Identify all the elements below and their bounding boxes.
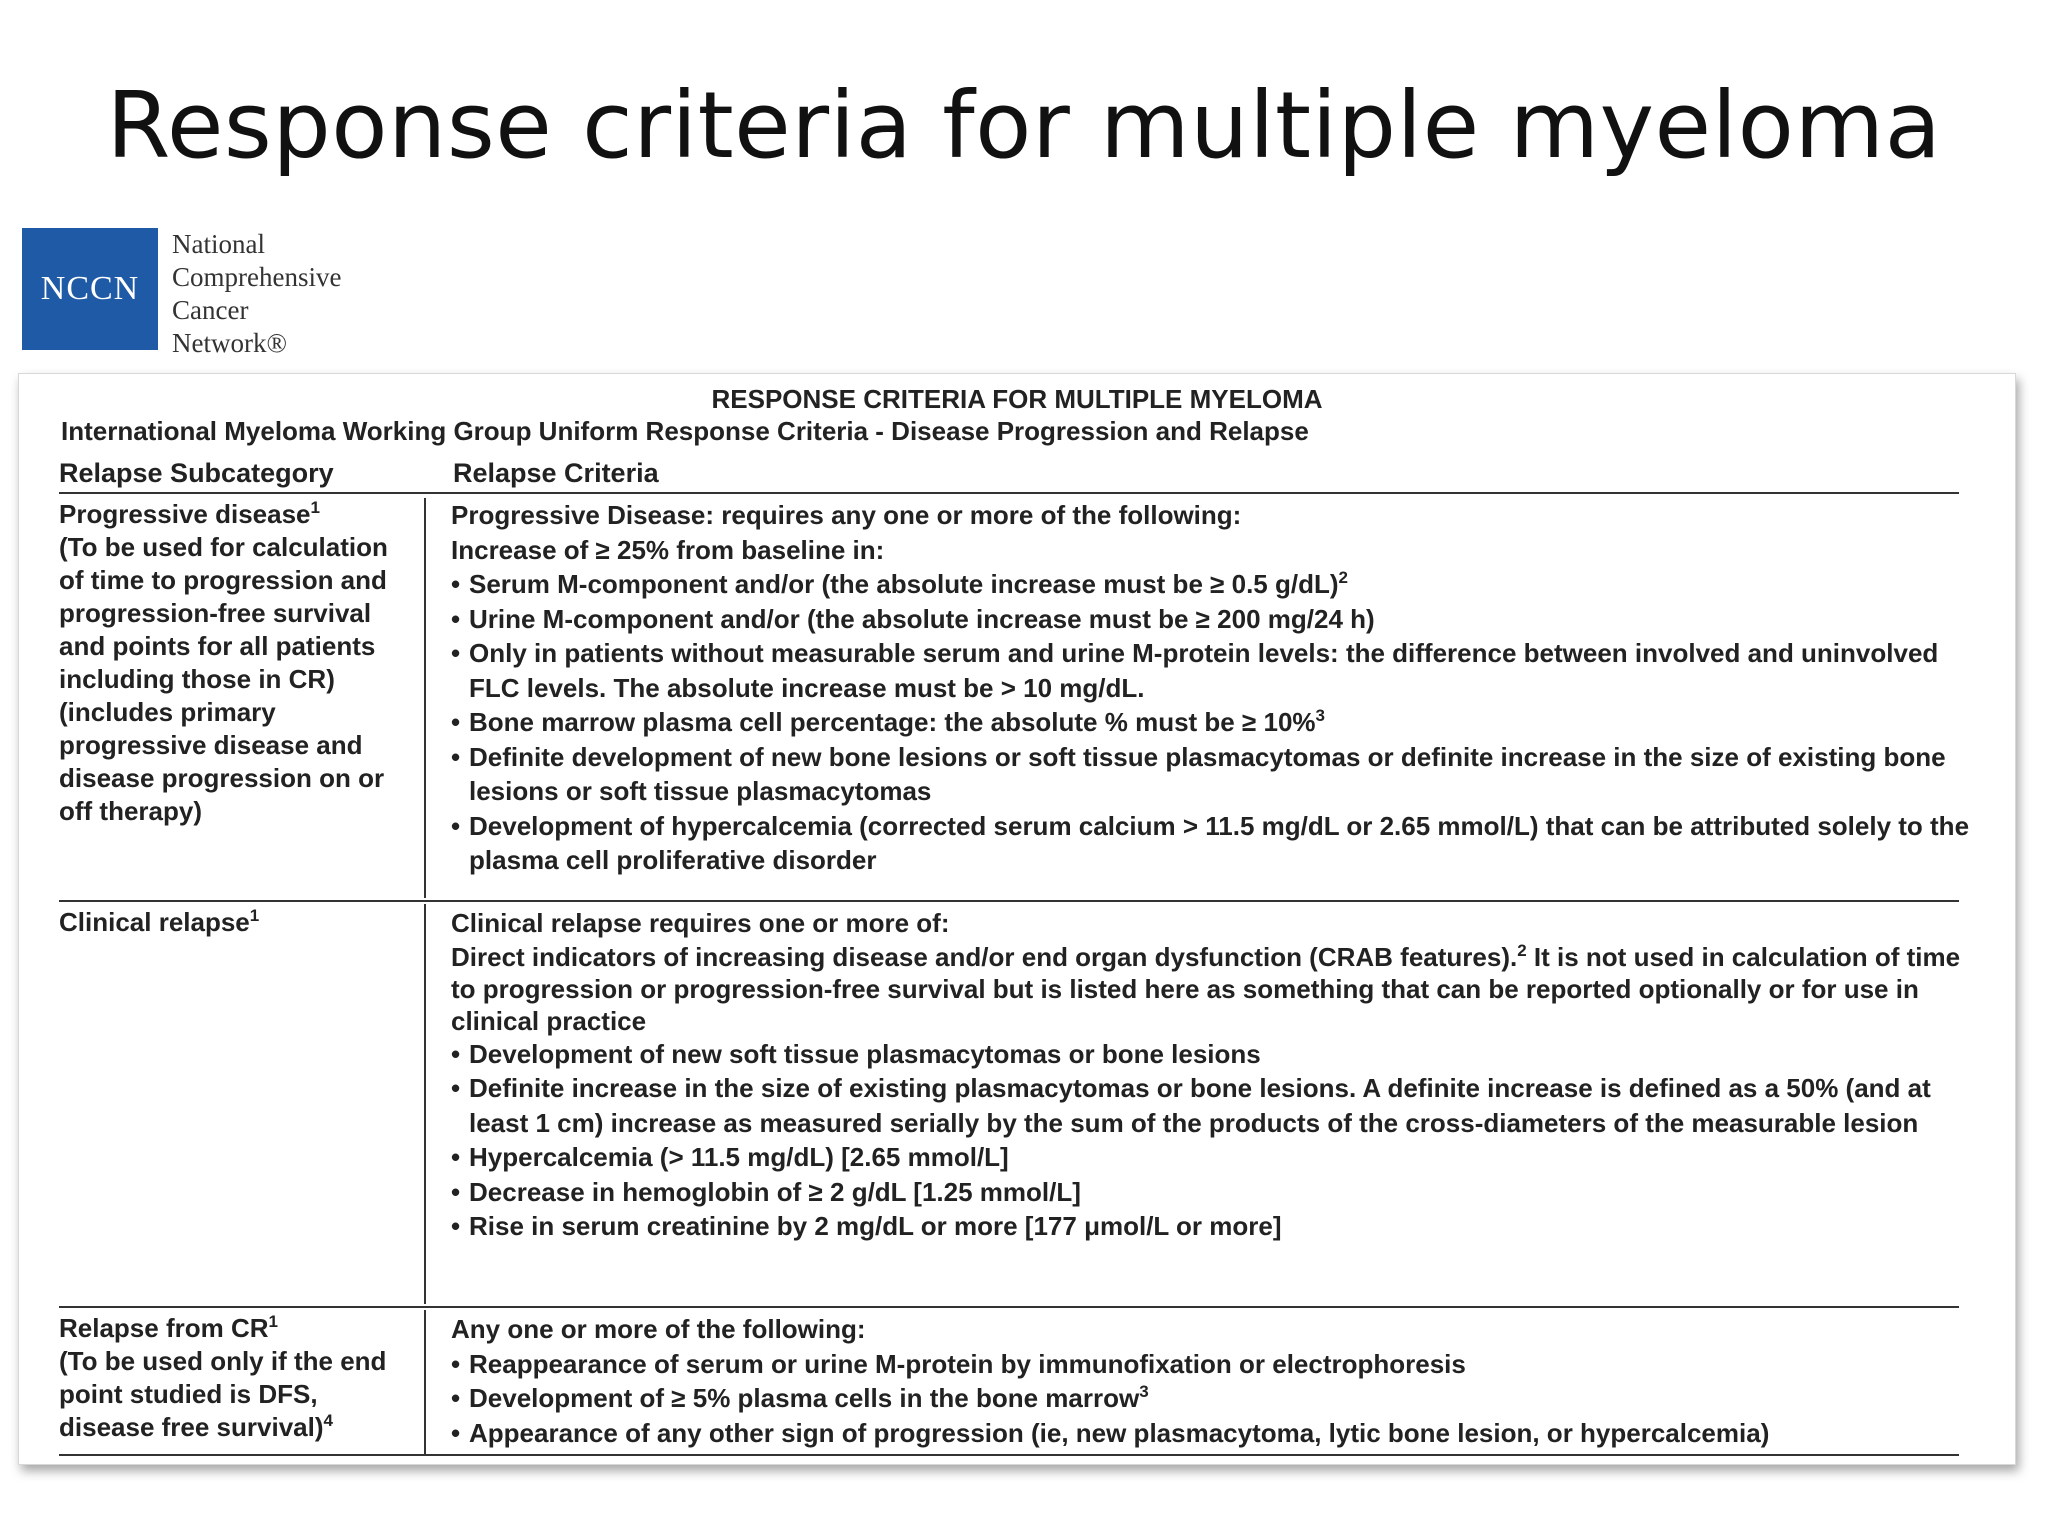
column-header-criteria: Relapse Criteria (453, 458, 659, 488)
list-item (451, 602, 1991, 637)
footnote-ref: 1 (310, 498, 320, 517)
logo-line: Network® (172, 328, 287, 358)
list-item (451, 1071, 1991, 1140)
logo-line: Cancer (172, 295, 249, 325)
bullet-icon: • (451, 810, 461, 841)
bullet-text: Rise in serum creatinine by 2 mg/dL or more [177 μmol/L or more] (469, 1211, 1282, 1241)
nccn-logo-mark: NCCN (22, 228, 158, 350)
bullet-text: Appearance of any other sign of progression (ie, new plasmacytoma, lytic bone lesion, or hypercalcemia) (469, 1417, 1770, 1448)
bullet-text: Definite development of new bone lesions or soft tissue plasmacytomas or definite increase in the size of existing bone lesions or soft tissue plasmacytomas (469, 741, 1946, 806)
column-divider (424, 498, 426, 898)
footnote-ref: 1 (268, 1312, 278, 1331)
list-item (451, 567, 1991, 602)
row-criteria (451, 498, 1991, 878)
slide-title: Response criteria for multiple myeloma (106, 72, 1942, 179)
bullet-text: Reappearance of serum or urine M-protein by immunofixation or electrophoresis (469, 1348, 1466, 1379)
list-item (451, 1381, 1991, 1416)
subcategory-name: Clinical relapse (59, 907, 250, 937)
bullet-text: Urine M-component and/or (the absolute increase must be ≥ 200 mg/24 h) (469, 603, 1375, 634)
footnote-ref: 2 (1517, 940, 1527, 960)
criteria-intro-3: It is not used in calculation of time to progression or progression-free survival but is listed here as something that can be reported optionally or for use in clinical practice (451, 941, 1961, 1036)
bullet-icon: • (451, 741, 461, 772)
nccn-logo-wordmark (172, 228, 341, 370)
list-item (451, 636, 1991, 705)
bullet-icon: • (451, 1417, 461, 1448)
row-subcategory (59, 498, 419, 828)
criteria-intro: Clinical relapse requires one or more of: (451, 908, 950, 938)
bullet-text: Development of new soft tissue plasmacytomas or bone lesions (469, 1038, 1261, 1069)
bullet-icon: • (451, 1038, 461, 1069)
bullet-text: Serum M-component and/or (the absolute increase must be ≥ 0.5 g/dL) (469, 569, 1339, 599)
subcategory-name: Relapse from CR (59, 1313, 269, 1343)
row-divider (59, 1306, 1959, 1308)
bullet-text: Only in patients without measurable serum and urine M-protein levels: the difference between involved and uninvolved FLC levels. The absolute increase must be > 10 mg/dL. (469, 638, 1939, 703)
list-item (451, 1416, 1991, 1451)
row-subcategory (59, 906, 419, 939)
header-rule (59, 492, 1959, 494)
nccn-logo (22, 228, 382, 370)
bullet-icon: • (451, 1142, 461, 1172)
logo-line: Comprehensive (172, 262, 342, 292)
list-item (451, 705, 1991, 740)
bullet-icon: • (451, 603, 461, 634)
row-criteria (451, 906, 1991, 1244)
list-item (451, 1347, 1991, 1382)
document-title: RESPONSE CRITERIA FOR MULTIPLE MYELOMA (711, 384, 1323, 414)
list-item (451, 1037, 1991, 1072)
bullet-icon: • (451, 1176, 461, 1207)
list-item (451, 740, 1991, 809)
bullet-text: Decrease in hemoglobin of ≥ 2 g/dL [1.25 mmol/L] (469, 1176, 1081, 1207)
bullet-icon: • (451, 1383, 461, 1413)
list-item (451, 1209, 1991, 1244)
list-item (451, 1140, 1991, 1175)
column-divider (424, 1310, 426, 1454)
column-header-subcategory: Relapse Subcategory (59, 458, 334, 488)
footnote-ref: 4 (323, 1411, 333, 1430)
bullet-text: Development of ≥ 5% plasma cells in the bone marrow (469, 1383, 1140, 1413)
bullet-icon: • (451, 638, 461, 668)
subcategory-note: (To be used for calculation of time to progression and progression-free survival and points for all patients including those in CR) (includes primary progressive disease and disease progression on or off therapy) (59, 532, 388, 826)
bullet-icon: • (451, 1073, 461, 1103)
bullet-text: Bone marrow plasma cell percentage: the absolute % must be ≥ 10% (469, 707, 1316, 737)
row-criteria (451, 1312, 1991, 1450)
footnote-ref: 2 (1338, 568, 1348, 587)
criteria-intro-2: Direct indicators of increasing disease and/or end organ dysfunction (CRAB features). (451, 941, 1518, 972)
criteria-document (18, 373, 2016, 1465)
criteria-intro: Progressive Disease: requires any one or more of the following: (451, 500, 1242, 530)
bullet-text: Hypercalcemia (> 11.5 mg/dL) [2.65 mmol/L] (469, 1142, 1009, 1172)
subcategory-name: Progressive disease (59, 499, 311, 529)
criteria-intro: Any one or more of the following: (451, 1314, 866, 1344)
document-subtitle: International Myeloma Working Group Uniform Response Criteria - Disease Progression and Relapse (61, 416, 1309, 446)
bullet-icon: • (451, 569, 461, 599)
bullet-icon: • (451, 1211, 461, 1241)
bullet-text: Definite increase in the size of existing plasmacytomas or bone lesions. A definite increase is defined as a 50% (and at least 1 cm) increase as measured serially by the sum of the products of the cross-diameters of the measurable lesion (469, 1073, 1931, 1138)
bullet-text: Development of hypercalcemia (corrected serum calcium > 11.5 mg/dL or 2.65 mmol/L) that can be attributed solely to the plasma cell proliferative disorder (469, 810, 1970, 875)
logo-line: National (172, 229, 265, 259)
footnote-ref: 3 (1139, 1382, 1149, 1401)
criteria-intro-2: Increase of ≥ 25% from baseline in: (451, 534, 885, 565)
subcategory-note: (To be used only if the end point studied is DFS, disease free survival) (59, 1346, 387, 1442)
row-divider (59, 900, 1959, 902)
list-item (451, 1175, 1991, 1210)
bullet-icon: • (451, 707, 461, 737)
bullet-icon: • (451, 1348, 461, 1379)
footnote-ref: 3 (1315, 706, 1325, 725)
footnote-ref: 1 (249, 906, 260, 925)
list-item (451, 809, 1991, 878)
row-subcategory (59, 1312, 419, 1444)
column-divider (424, 904, 426, 1304)
table-bottom-rule (59, 1454, 1959, 1456)
